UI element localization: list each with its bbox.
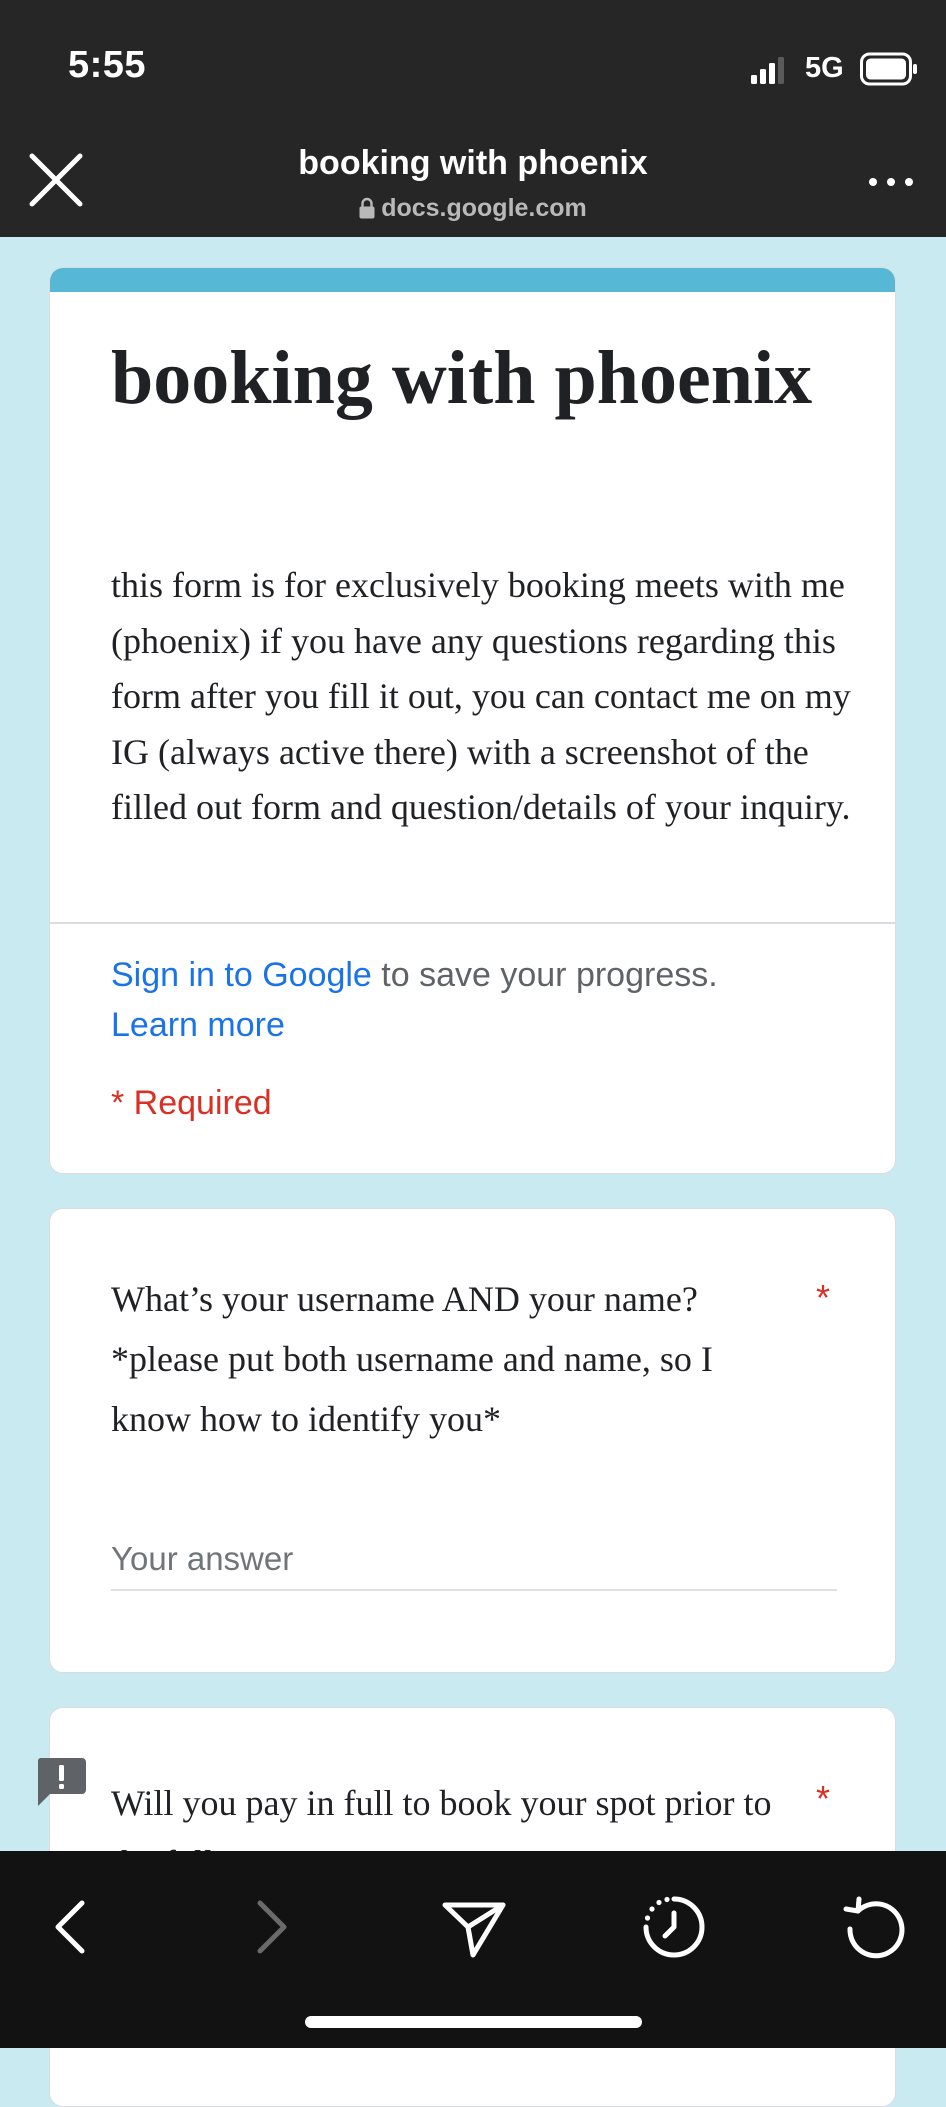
lock-icon [359, 197, 375, 219]
learn-more-link[interactable]: Learn more [111, 1006, 285, 1044]
question-card-username [49, 1208, 896, 1673]
browser-domain [0, 194, 946, 223]
cellular-signal-icon [751, 56, 787, 86]
home-indicator [305, 2016, 642, 2028]
reload-icon[interactable] [834, 1885, 918, 1969]
forward-icon[interactable] [230, 1885, 314, 1969]
required-asterisk: * [816, 1277, 831, 1318]
card-divider [50, 922, 895, 924]
signin-rest-text: to save your progress. [381, 956, 718, 994]
network-type: 5G [805, 52, 844, 84]
form-title: booking with phoenix [111, 336, 813, 420]
question-title: Will you pay in full to book your spot prior to [111, 1783, 772, 1823]
browser-page-title: booking with phoenix [298, 144, 648, 182]
battery-icon [860, 52, 918, 86]
domain-text: docs.google.com [381, 194, 587, 222]
required-asterisk: * [816, 1778, 831, 1819]
send-icon[interactable] [431, 1885, 515, 1969]
status-time: 5:55 [68, 44, 147, 86]
answer-input[interactable] [111, 1529, 837, 1591]
form-accent-bar [50, 268, 895, 292]
sign-in-link[interactable]: Sign in to Google [111, 956, 372, 994]
back-icon[interactable] [28, 1885, 112, 1969]
more-options-icon[interactable] [866, 170, 916, 194]
form-description: this form is for exclusively booking meets with me (phoenix) if you have any questions regarding this form after you fill it out, you can contact me on my IG (always active there) with a screenshot of the filled out form and question/details of your inquiry. [111, 565, 851, 827]
signin-prompt [111, 950, 851, 1050]
browser-toolbar [0, 1851, 946, 2048]
required-note: * Required [111, 1084, 272, 1122]
question-title: What’s your username AND your name? *please put both username and name, so I know how to identify you* [111, 1279, 713, 1439]
form-header-card [49, 267, 896, 1174]
history-icon[interactable] [632, 1885, 716, 1969]
report-feedback-icon[interactable] [34, 1754, 88, 1808]
browser-header [0, 0, 946, 237]
